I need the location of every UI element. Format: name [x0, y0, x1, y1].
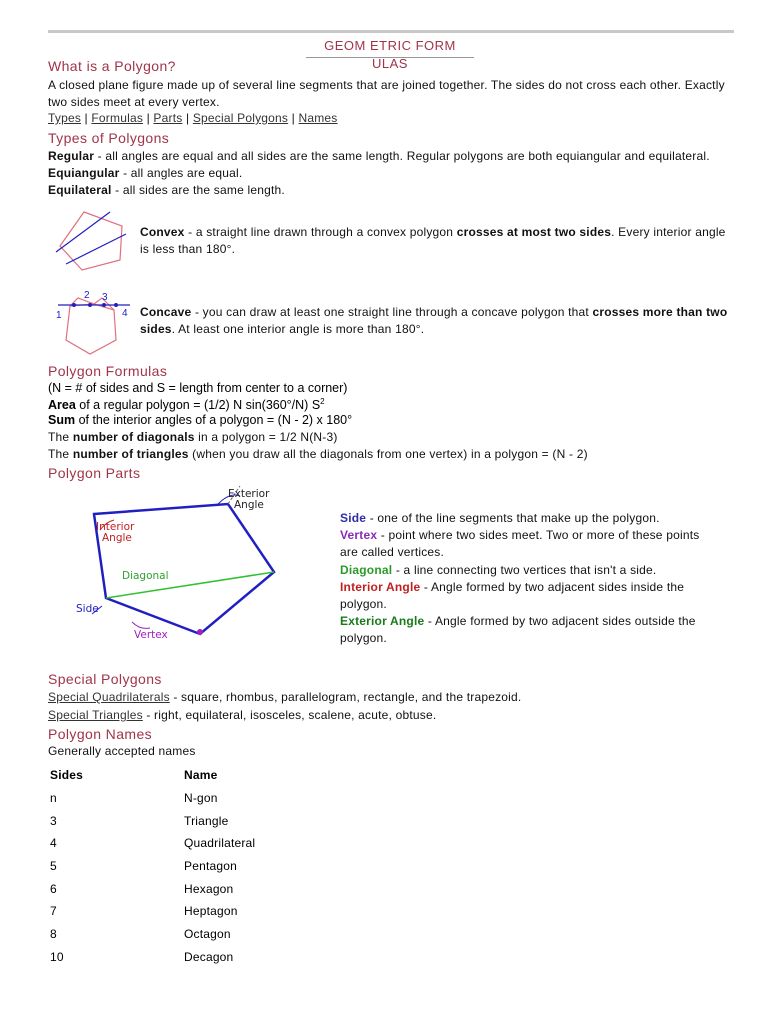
table-row: [50, 809, 255, 832]
diagonal-text: - a line connecting two vertices that isn't a side.: [392, 562, 657, 577]
convex-bold: crosses at most two sides: [456, 225, 612, 239]
concave-text-a: - you can draw at least one straight line through a concave polygon that: [191, 305, 593, 319]
table-row: [50, 787, 255, 810]
column-header-sides: Sides: [50, 768, 84, 783]
area-line: [48, 397, 325, 412]
regular-text: - all angles are equal and all sides are the same length. Regular polygons are both equiangular and equilateral.: [94, 149, 710, 163]
concave-bold: crosses more than two sides: [140, 305, 728, 336]
area-term: Area: [48, 398, 76, 413]
cell-name: Quadrilateral: [184, 836, 256, 851]
nav-sep: |: [288, 111, 299, 125]
label-interior: Interior: [96, 521, 135, 533]
concave-polygon-figure: [54, 288, 138, 358]
interior-term: Interior Angle: [340, 579, 421, 594]
nav-link-formulas[interactable]: Formulas: [91, 111, 144, 125]
concave-text: [140, 304, 730, 338]
diagonal-term: Diagonal: [340, 562, 393, 577]
vertex-term: Vertex: [340, 528, 378, 543]
exterior-term: Exterior Angle: [340, 614, 425, 629]
diag-text: in a polygon = 1/2 N(N-3): [194, 430, 338, 444]
concave-label-2: 2: [84, 290, 90, 301]
equilateral-line: [48, 183, 285, 197]
diag-term: number of diagonals: [72, 430, 195, 444]
label-angle-interior: Angle: [102, 532, 132, 544]
equiangular-term: Equiangular: [48, 166, 120, 180]
special-quad-text: - square, rhombus, parallelogram, rectangle, and the trapezoid.: [169, 690, 522, 704]
concave-label-3: 3: [102, 292, 108, 303]
exterior-text: - Angle formed by two adjacent sides outside the polygon.: [340, 614, 696, 646]
special-tri-line: [48, 708, 436, 722]
triangles-line: [48, 447, 588, 461]
table-row: [50, 855, 255, 878]
label-exterior: Exterior: [228, 488, 270, 500]
side-term: Side: [340, 511, 367, 525]
cell-sides: 10: [50, 949, 64, 964]
interior-text: - Angle formed by two adjacent sides inside the polygon.: [340, 579, 685, 612]
convex-text: [140, 224, 730, 258]
table-row: [50, 946, 255, 969]
diagonals-line: [48, 430, 338, 444]
what-heading: What is a Polygon?: [48, 58, 176, 74]
polygon-parts-figure: [60, 484, 330, 644]
label-side: Side: [76, 603, 99, 615]
concave-text-b: . At least one interior angle is more than 180°.: [171, 322, 425, 336]
nav-sep: |: [182, 111, 193, 125]
cell-sides: 6: [50, 881, 57, 896]
sum-line: [48, 413, 352, 427]
top-rule: [48, 30, 734, 33]
label-vertex: Vertex: [134, 629, 168, 641]
nav-sep: |: [143, 111, 154, 125]
convex-polygon-figure: [52, 208, 132, 274]
cell-sides: n: [50, 791, 57, 806]
convex-term: Convex: [140, 225, 185, 239]
types-heading: Types of Polygons: [48, 130, 170, 146]
convex-text-b: . Every interior angle is less than 180°.: [140, 225, 726, 256]
area-text: of a regular polygon = (1/2) N sin(360°/N) S: [75, 398, 321, 413]
nav-link-names[interactable]: Names: [298, 111, 338, 125]
cell-name: Heptagon: [184, 904, 238, 919]
cell-sides: 4: [50, 836, 57, 851]
column-header-name: Name: [184, 768, 218, 783]
convex-text-a: - a straight line drawn through a convex polygon: [184, 225, 457, 239]
special-tri-text: - right, equilateral, isosceles, scalene, acute, obtuse.: [142, 708, 437, 722]
equiangular-line: [48, 166, 242, 180]
side-def: [340, 510, 700, 527]
cell-sides: 8: [50, 927, 57, 942]
cell-name: Hexagon: [184, 881, 234, 896]
formulas-heading: Polygon Formulas: [48, 363, 168, 379]
side-text: - one of the line segments that make up the polygon.: [366, 511, 660, 525]
special-quad-line: [48, 690, 521, 704]
sum-text: of the interior angles of a polygon = (N - 2) x 180°: [75, 413, 353, 427]
cell-sides: 5: [50, 859, 57, 874]
sum-term: Sum: [48, 413, 76, 427]
what-text: A closed plane figure made up of several line segments that are joined together. The sides do not cross each other. Exactly two sides meet at every vertex.: [48, 78, 725, 109]
diagonal-def: [340, 562, 700, 579]
special-triangles-link[interactable]: Special Triangles: [48, 708, 143, 722]
nav-link-types[interactable]: Types: [48, 111, 82, 125]
tri-term: number of triangles: [72, 447, 189, 461]
cell-sides: 7: [50, 904, 57, 919]
nav-link-parts[interactable]: Parts: [153, 111, 183, 125]
names-subtitle: Generally accepted names: [48, 744, 196, 758]
names-heading: Polygon Names: [48, 726, 153, 742]
tri-text: (when you draw all the diagonals from one vertex) in a polygon = (N - 2): [188, 447, 588, 461]
regular-line: [48, 149, 710, 163]
nav-sep: |: [81, 111, 92, 125]
concave-label-1: 1: [56, 310, 62, 321]
equilateral-term: Equilateral: [48, 183, 112, 197]
cell-name: Octagon: [184, 927, 231, 942]
table-header-row: [50, 764, 255, 787]
regular-term: Regular: [48, 149, 95, 163]
page-title: GEOM ETRIC FORM ULAS: [306, 37, 474, 58]
tri-pre: The: [48, 447, 73, 461]
table-row: [50, 877, 255, 900]
cell-name: Triangle: [184, 813, 229, 828]
area-sup: 2: [320, 397, 325, 406]
diag-pre: The: [48, 430, 73, 444]
nav-links: [48, 111, 338, 125]
parts-definitions: [340, 510, 700, 648]
label-angle-exterior: Angle: [234, 499, 264, 511]
table-row: [50, 923, 255, 946]
concave-label-4: 4: [122, 308, 128, 319]
equilateral-text: - all sides are the same length.: [111, 183, 285, 197]
equiangular-text: - all angles are equal.: [119, 166, 243, 180]
special-heading: Special Polygons: [48, 671, 162, 687]
interior-angle-def: [340, 579, 700, 613]
formulas-def: (N = # of sides and S = length from center to a corner): [48, 381, 348, 395]
vertex-def: [340, 527, 700, 561]
label-diagonal: Diagonal: [122, 570, 169, 582]
cell-name: Decagon: [184, 949, 234, 964]
vertex-text: - point where two sides meet. Two or more of these points are called vertices.: [340, 528, 700, 560]
cell-name: N-gon: [184, 791, 218, 806]
table-row: [50, 900, 255, 923]
polygon-names-table: [50, 764, 255, 968]
concave-term: Concave: [140, 305, 192, 319]
nav-link-special-polygons[interactable]: Special Polygons: [192, 111, 289, 125]
cell-name: Pentagon: [184, 859, 237, 874]
parts-heading: Polygon Parts: [48, 465, 141, 481]
cell-sides: 3: [50, 813, 57, 828]
exterior-angle-def: [340, 613, 700, 647]
special-quadrilaterals-link[interactable]: Special Quadrilaterals: [48, 690, 170, 704]
table-row: [50, 832, 255, 855]
